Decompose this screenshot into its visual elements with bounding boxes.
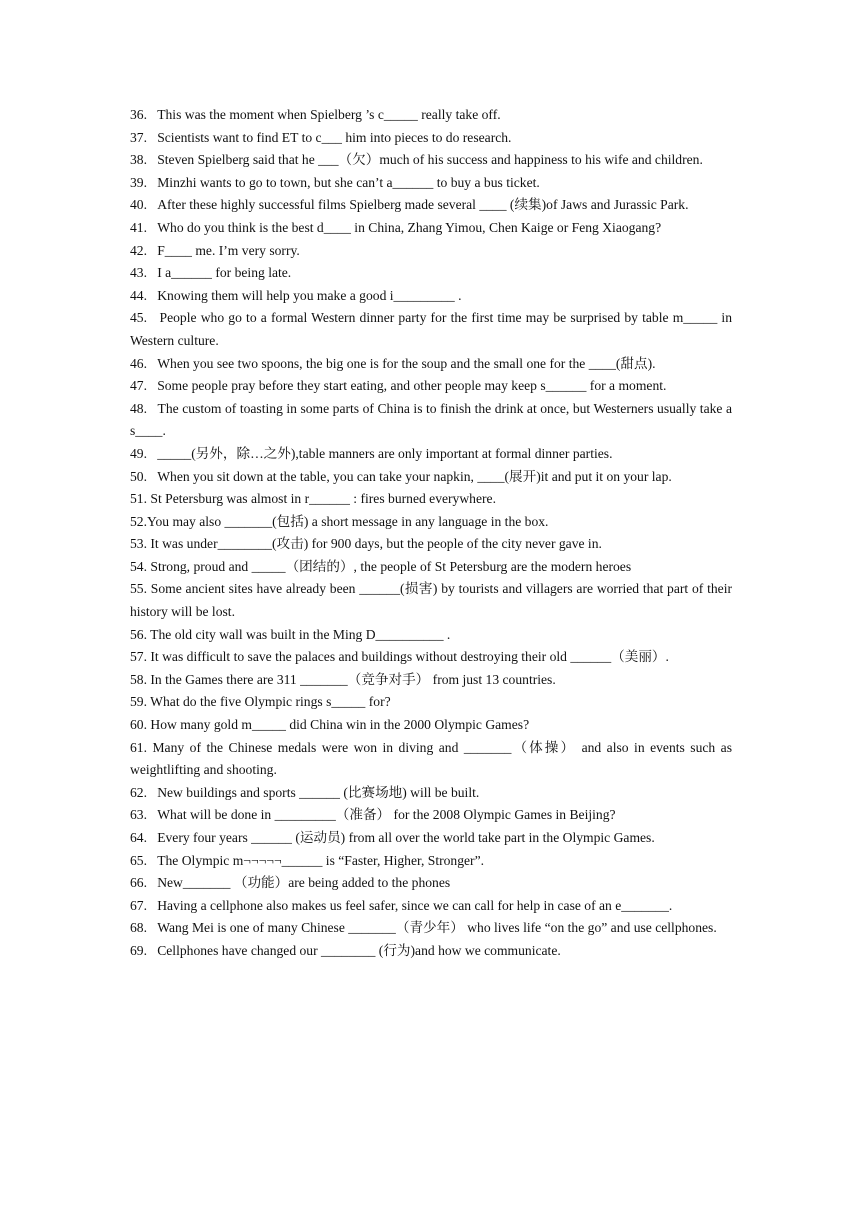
item-number: 49. xyxy=(130,445,147,461)
item-text: Many of the Chinese medals were won in diving and _______（体操） and also in events such as weightlifting and shooting. xyxy=(130,739,732,778)
item-number: 39. xyxy=(130,174,147,190)
exercise-item xyxy=(130,511,732,534)
exercise-item xyxy=(130,285,732,308)
item-number: 40. xyxy=(130,197,147,213)
item-text: People who go to a formal Western dinner party for the first time may be surprised by table m_____ in Western culture. xyxy=(130,310,732,348)
exercise-item xyxy=(130,917,732,940)
item-text: What will be done in _________（准备） for the 2008 Olympic Games in Beijing? xyxy=(157,807,616,823)
item-number: 43. xyxy=(130,265,147,281)
item-number: 41. xyxy=(130,219,147,235)
item-text: How many gold m_____ did China win in the 2000 Olympic Games? xyxy=(150,717,530,733)
exercise-item xyxy=(130,872,732,895)
item-number: 36. xyxy=(130,107,147,122)
item-number: 48. xyxy=(130,400,147,416)
exercise-item xyxy=(130,398,732,443)
exercise-item xyxy=(130,375,732,398)
exercise-item xyxy=(130,850,732,873)
item-text: St Petersburg was almost in r______ : fires burned everywhere. xyxy=(150,491,496,507)
item-text: You may also _______(包括) a short message in any language in the box. xyxy=(147,513,549,529)
item-text: It was under________(攻击) for 900 days, but the people of the city never gave in. xyxy=(150,536,602,552)
item-number: 44. xyxy=(130,287,147,303)
item-text: In the Games there are 311 _______（竞争对手） from just 13 countries. xyxy=(150,671,556,687)
item-text: The Olympic m¬¬¬¬¬______ is “Faster, Higher, Stronger”. xyxy=(157,852,485,868)
item-text: Who do you think is the best d____ in China, Zhang Yimou, Chen Kaige or Feng Xiaogang? xyxy=(157,219,662,235)
exercise-item xyxy=(130,646,732,669)
exercise-item xyxy=(130,443,732,466)
exercise-item xyxy=(130,307,732,352)
item-number: 65. xyxy=(130,852,147,868)
exercise-item xyxy=(130,127,732,150)
item-text: _____(另外，除…之外),table manners are only important at formal dinner parties. xyxy=(157,445,613,461)
item-number: 63. xyxy=(130,807,147,823)
item-number: 60. xyxy=(130,717,147,733)
item-number: 64. xyxy=(130,830,147,845)
item-text: This was the moment when Spielberg ’s c_____ really take off. xyxy=(157,107,501,122)
item-text: After these highly successful films Spielberg made several ____ (续集)of Jaws and Jurassic Park. xyxy=(157,197,689,213)
exercise-item xyxy=(130,240,732,263)
exercise-item xyxy=(130,353,732,376)
exercise-item xyxy=(130,940,732,963)
item-number: 67. xyxy=(130,897,147,913)
exercise-item xyxy=(130,217,732,240)
item-text: New buildings and sports ______ (比赛场地) will be built. xyxy=(157,784,480,800)
item-text: What do the five Olympic rings s_____ for? xyxy=(150,694,391,710)
item-text: Some people pray before they start eating, and other people may keep s______ for a moment. xyxy=(157,378,667,394)
item-text: The old city wall was built in the Ming D__________ . xyxy=(150,626,451,642)
item-text: F____ me. I’m very sorry. xyxy=(157,242,300,258)
item-text: It was difficult to save the palaces and buildings without destroying their old ______（美丽）. xyxy=(150,649,669,665)
item-number: 57. xyxy=(130,649,147,665)
item-text: When you see two spoons, the big one is for the soup and the small one for the ____(甜点). xyxy=(157,355,656,371)
exercise-item xyxy=(130,149,732,172)
item-text: Wang Mei is one of many Chinese _______（青少年） who lives life “on the go” and use cellphones. xyxy=(157,920,717,936)
item-number: 68. xyxy=(130,920,147,936)
exercise-item xyxy=(130,466,732,489)
exercise-item xyxy=(130,737,732,782)
item-text: Knowing them will help you make a good i_________ . xyxy=(157,287,462,303)
exercise-item xyxy=(130,104,732,127)
item-number: 54. xyxy=(130,558,147,574)
exercise-item xyxy=(130,895,732,918)
exercise-item xyxy=(130,714,732,737)
exercise-item xyxy=(130,691,732,714)
item-number: 59. xyxy=(130,694,147,710)
item-number: 53. xyxy=(130,536,147,552)
item-number: 62. xyxy=(130,784,147,800)
item-text: Steven Spielberg said that he ___（欠）much of his success and happiness to his wife and children. xyxy=(157,152,703,168)
item-number: 38. xyxy=(130,152,147,168)
item-text: Some ancient sites have already been ______(损害) by tourists and villagers are worried that part of their history will be lost. xyxy=(130,581,732,620)
exercise-item xyxy=(130,262,732,285)
item-number: 69. xyxy=(130,942,147,958)
exercise-item xyxy=(130,782,732,805)
exercise-item xyxy=(130,488,732,511)
item-number: 51. xyxy=(130,491,147,507)
item-text: Strong, proud and _____（团结的）, the people of St Petersburg are the modern heroes xyxy=(150,558,632,574)
exercise-item xyxy=(130,172,732,195)
item-number: 52. xyxy=(130,513,147,529)
exercise-item xyxy=(130,194,732,217)
exercise-item xyxy=(130,578,732,623)
item-text: I a______ for being late. xyxy=(157,265,292,281)
item-number: 58. xyxy=(130,671,147,687)
item-number: 42. xyxy=(130,242,147,258)
exercise-list xyxy=(130,104,732,963)
item-number: 56. xyxy=(130,626,147,642)
item-number: 37. xyxy=(130,129,147,145)
item-text: Minzhi wants to go to town, but she can’t a______ to buy a bus ticket. xyxy=(157,174,540,190)
item-number: 46. xyxy=(130,355,147,371)
item-number: 45. xyxy=(130,310,147,326)
item-text: Scientists want to find ET to c___ him into pieces to do research. xyxy=(157,129,512,145)
item-number: 47. xyxy=(130,378,147,394)
item-number: 61. xyxy=(130,739,147,755)
item-number: 50. xyxy=(130,468,147,484)
item-number: 66. xyxy=(130,875,147,891)
exercise-item xyxy=(130,624,732,647)
item-text: The custom of toasting in some parts of China is to finish the drink at once, but Westerners usually take a s____. xyxy=(130,400,732,439)
item-text: Every four years ______ (运动员) from all over the world take part in the Olympic Games. xyxy=(157,830,655,845)
exercise-item xyxy=(130,669,732,692)
exercise-item xyxy=(130,556,732,579)
item-text: Having a cellphone also makes us feel safer, since we can call for help in case of an e_______. xyxy=(157,897,673,913)
exercise-item xyxy=(130,804,732,827)
item-text: New_______ （功能）are being added to the phones xyxy=(157,875,451,891)
exercise-item xyxy=(130,533,732,556)
item-number: 55. xyxy=(130,581,147,597)
item-text: When you sit down at the table, you can take your napkin, ____(展开)it and put it on your lap. xyxy=(157,468,672,484)
exercise-item xyxy=(130,827,732,850)
item-text: Cellphones have changed our ________ (行为)and how we communicate. xyxy=(157,942,561,958)
